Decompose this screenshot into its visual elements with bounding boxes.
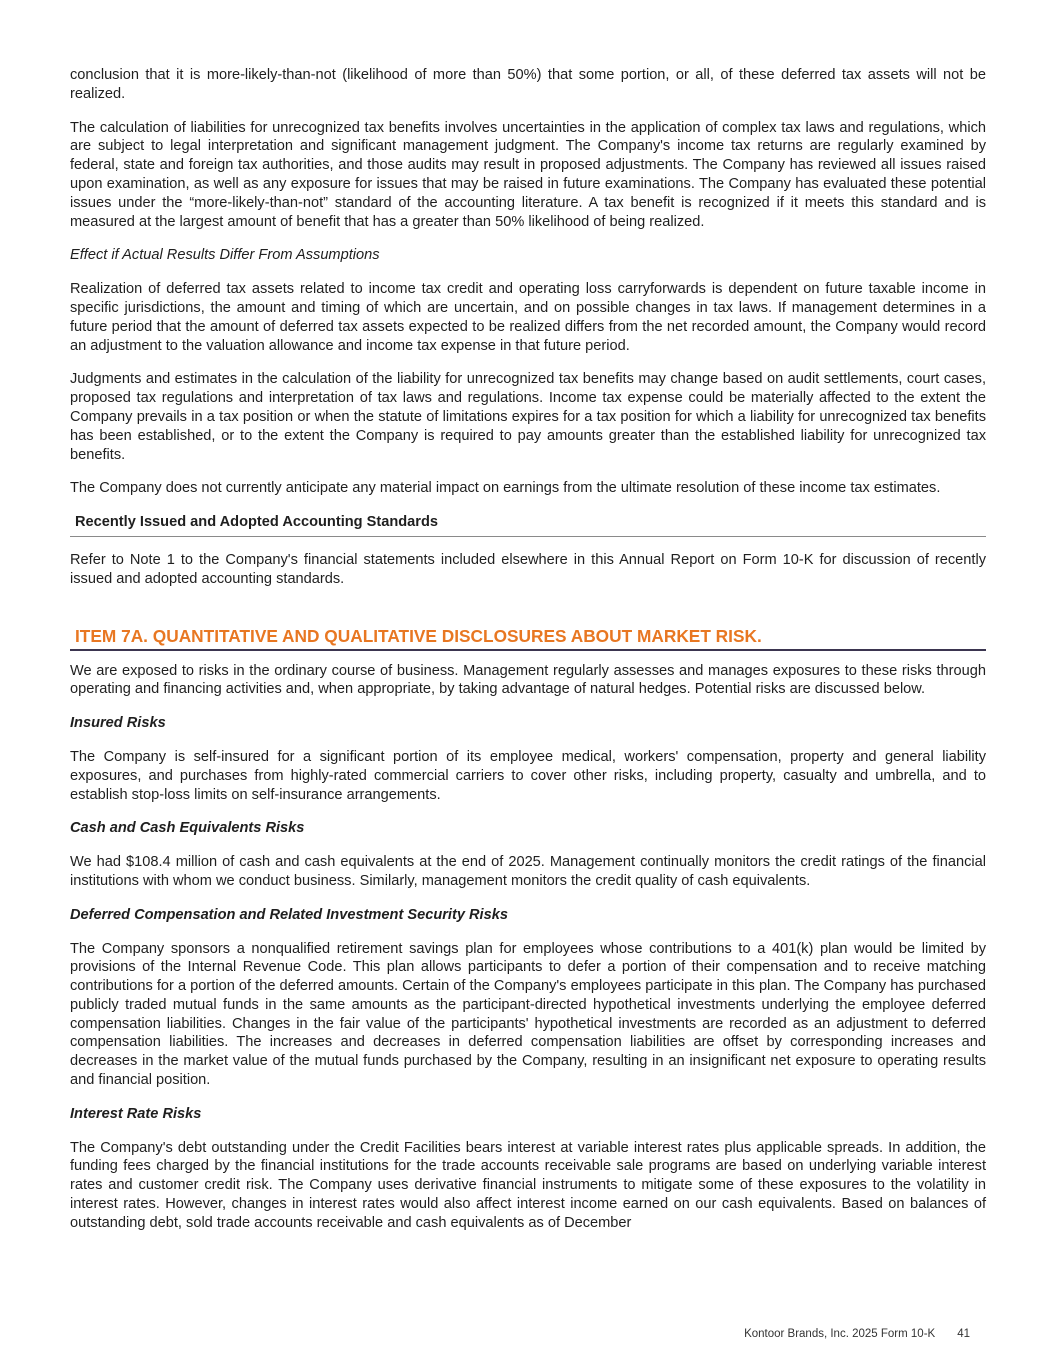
document-page xyxy=(70,66,986,1248)
paragraph-deferred-tax-conclusion: conclusion that it is more-likely-than-not (likelihood of more than 50%) that some portion, or all, of these deferred tax assets will not be realized. xyxy=(70,67,986,102)
cash-risks-body: We had $108.4 million of cash and cash equivalents at the end of 2025. Management continually monitors the credit ratings of the financial institutions with whom we conduct business. Similarly, management monitors the credit quality of cash equivalents. xyxy=(70,854,986,889)
interest-rate-body: The Company's debt outstanding under the Credit Facilities bears interest at variable interest rates plus applicable spreads. In addition, the funding fees charged by the financial institutions for the trade accounts receivable sale programs are based on underlying variable interest rates and customer credit risk. The Company uses derivative financial instruments to mitigate some of these exposures to the volatility in interest rates. However, changes in interest rates would also affect interest income earned on our cash equivalents. Based on balances of outstanding debt, sold trade accounts receivable and cash equivalents as of December xyxy=(70,1139,986,1231)
paragraph-realization-deferred-tax: Realization of deferred tax assets related to income tax credit and operating loss carryforwards is dependent on future taxable income in specific jurisdictions, the amount and timing of which are uncertain, and on possible changes in tax laws. If management determines in a future period that the amount of deferred tax assets expected to be realized differs from the net recorded amount, the Company would record an adjustment to the valuation allowance and income tax expense in that future period. xyxy=(70,281,986,354)
paragraph-judgments-estimates: Judgments and estimates in the calculation of the liability for unrecognized tax benefits may change based on audit settlements, court cases, proposed tax regulations and interpretation of tax laws and regulations. Income tax expense could be materially affected to the extent the Company prevails in a tax position or when the statute of limitations expires for a tax position for which a liability for unrecognized tax benefits has been established, or to the extent the Company is required to pay amounts greater than the established liability for unrecognized tax benefits. xyxy=(70,371,986,463)
accounting-standards-body: Refer to Note 1 to the Company's financial statements included elsewhere in this Annual Report on Form 10-K for discussion of recently issued and adopted accounting standards. xyxy=(70,551,986,587)
insured-risks-heading: Insured Risks xyxy=(70,715,166,732)
page-number: 41 xyxy=(957,1328,970,1340)
footer-document-title: Kontoor Brands, Inc. 2025 Form 10-K xyxy=(744,1328,936,1340)
interest-rate-heading: Interest Rate Risks xyxy=(70,1105,202,1122)
page-footer xyxy=(744,1328,970,1340)
deferred-compensation-heading: Deferred Compensation and Related Investment Security Risks xyxy=(70,906,508,923)
paragraph-unrecognized-tax-benefits: The calculation of liabilities for unrecognized tax benefits involves uncertainties in the application of complex tax laws and regulations, which are subject to legal interpretation and significant management judgment. The Company's income tax returns are regularly examined by federal, state and foreign tax authorities, and those audits may result in proposed adjustments. The Company has reviewed all issues raised upon examination, as well as any exposure for issues that may be raised in future examinations. The Company has evaluated these potential issues under the “more-likely-than-not” standard of the accounting literature. A tax benefit is recognized if it meets this standard and is measured at the largest amount of benefit that has a greater than 50% likelihood of being realized. xyxy=(70,119,986,230)
accounting-standards-heading: Recently Issued and Adopted Accounting Standards xyxy=(70,513,986,537)
cash-risks-heading: Cash and Cash Equivalents Risks xyxy=(70,820,305,837)
insured-risks-body: The Company is self-insured for a significant portion of its employee medical, workers' compensation, property and general liability exposures, and purchases from highly-rated commercial carriers to cover other risks, including property, casualty and umbrella, and to establish stop-loss limits on self-insurance arrangements. xyxy=(70,748,986,803)
item-7a-heading: ITEM 7A. QUANTITATIVE AND QUALITATIVE DISCLOSURES ABOUT MARKET RISK. xyxy=(70,625,986,651)
deferred-compensation-body: The Company sponsors a nonqualified retirement savings plan for employees whose contributions to a 401(k) plan would be limited by provisions of the Internal Revenue Code. This plan allows participants to defer a portion of their compensation and to receive matching contributions for a portion of the deferred amounts. Certain of the Company's employees participate in this plan. The Company has purchased publicly traded mutual funds in the same amounts as the participant-directed hypothetical investments underlying the employee deferred compensation liabilities. Changes in the fair value of the participants' hypothetical investments are recorded as an adjustment to deferred compensation liabilities. The increases and decreases in deferred compensation liabilities are offset by corresponding increases and decreases in the market value of the mutual funds purchased by the Company, resulting in an insignificant net exposure to operating results and financial position. xyxy=(70,940,986,1089)
effect-heading: Effect if Actual Results Differ From Assumptions xyxy=(70,247,380,264)
market-risk-intro: We are exposed to risks in the ordinary course of business. Management regularly assesses and manages exposures to these risks through operating and financing activities and, when appropriate, by taking advantage of natural hedges. Potential risks are discussed below. xyxy=(70,662,986,698)
paragraph-no-material-impact: The Company does not currently anticipate any material impact on earnings from the ultimate resolution of these income tax estimates. xyxy=(70,480,941,497)
